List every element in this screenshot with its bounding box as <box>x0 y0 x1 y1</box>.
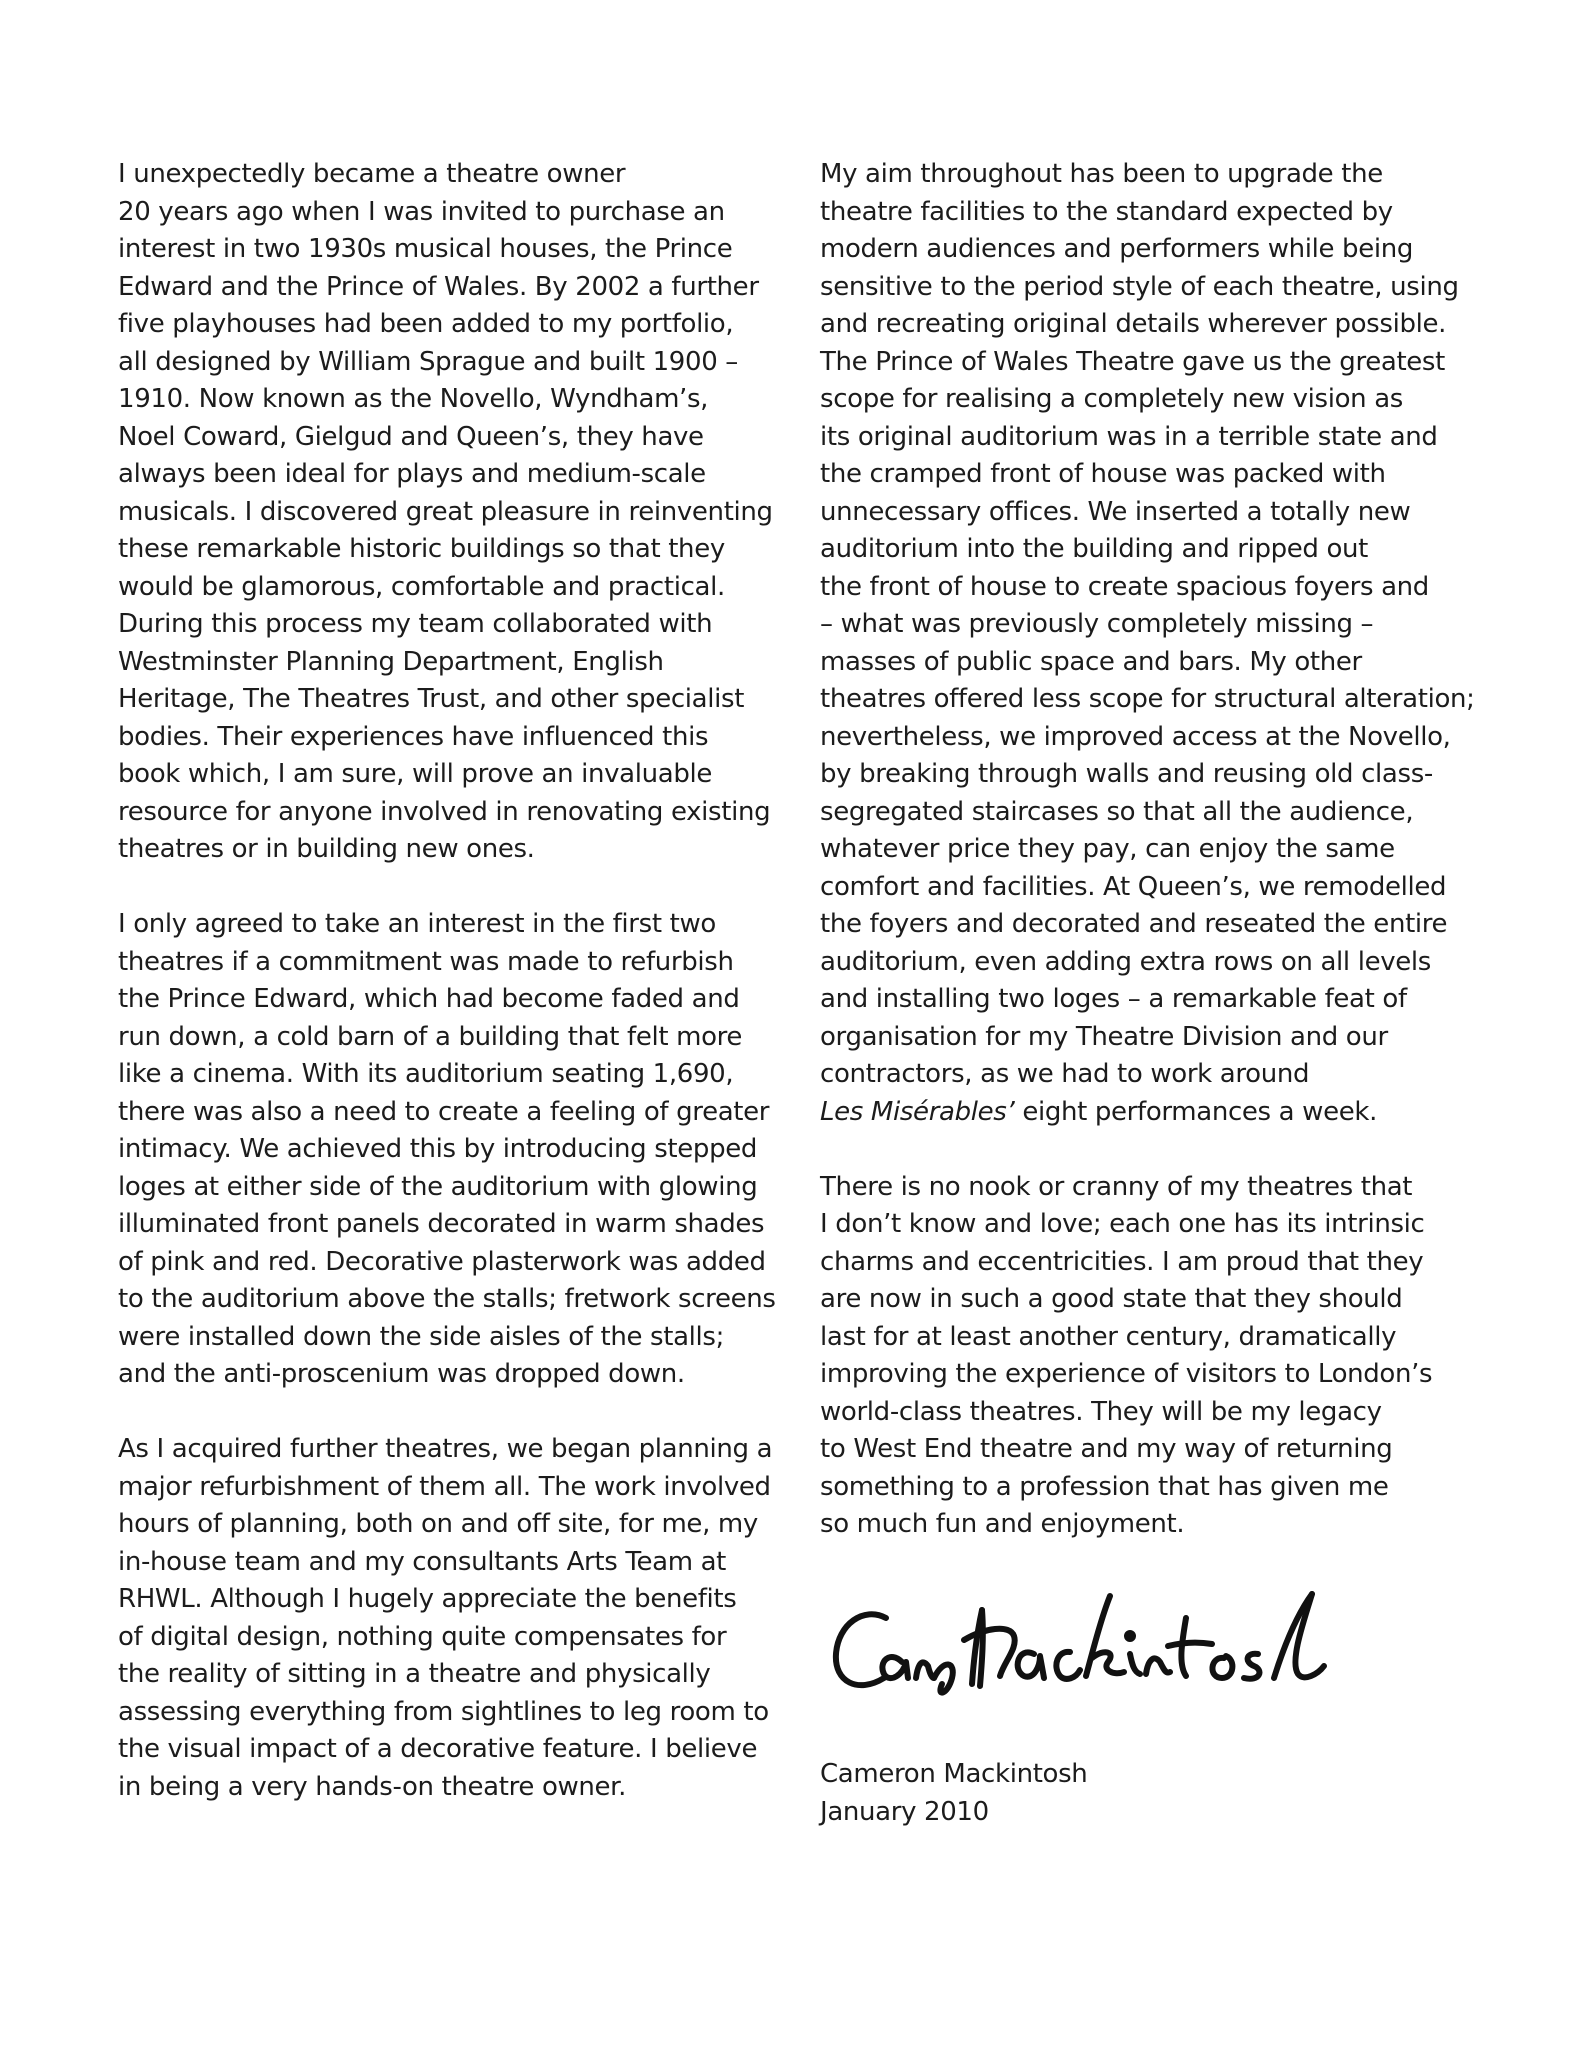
text-line: to West End theatre and my way of returning <box>820 1434 1393 1464</box>
paragraph <box>118 906 778 1394</box>
signature-drawing <box>824 1566 1384 1716</box>
author-name: Cameron Mackintosh <box>820 1759 1088 1789</box>
text-line: auditorium into the building and ripped out <box>820 534 1369 564</box>
text-line: modern audiences and performers while being <box>820 234 1414 264</box>
text-line: world-class theatres. They will be my legacy <box>820 1396 1382 1427</box>
text-line: The Prince of Wales Theatre gave us the greatest <box>820 346 1445 377</box>
text-line: auditorium, even adding extra rows on all levels <box>820 946 1431 977</box>
text-line: Heritage, The Theatres Trust, and other specialist <box>118 684 745 714</box>
text-line: book which, I am sure, will prove an invaluable <box>118 759 713 789</box>
text-line: would be glamorous, comfortable and practical. <box>118 571 725 602</box>
text-line: unnecessary offices. We inserted a totally new <box>820 496 1411 527</box>
text-line: of digital design, nothing quite compensates for <box>118 1621 727 1652</box>
left-column <box>118 156 778 1806</box>
text-line: to the auditorium above the stalls; fretwork screens <box>118 1284 776 1314</box>
text-line: always been ideal for plays and medium-scale <box>118 459 706 489</box>
text-line: intimacy. We achieved this by introducing stepped <box>118 1134 758 1164</box>
text-line: contractors, as we had to work around <box>820 1059 1310 1089</box>
text-line: assessing everything from sightlines to leg room to <box>118 1696 769 1727</box>
text-line: so much fun and enjoyment. <box>820 1509 1185 1539</box>
text-line: bodies. Their experiences have influenced this <box>118 721 709 752</box>
text-line: theatres offered less scope for structural alteration; <box>820 684 1475 714</box>
text-line: resource for anyone involved in renovating existing <box>118 796 771 827</box>
text-line: the Prince Edward, which had become faded and <box>118 984 740 1014</box>
text-line: of pink and red. Decorative plasterwork was added <box>118 1246 766 1277</box>
paragraph <box>820 1169 1460 1544</box>
text-line: were installed down the side aisles of the stalls; <box>118 1321 725 1352</box>
text-line: theatres if a commitment was made to refurbish <box>118 946 734 977</box>
text-line: and the anti-proscenium was dropped down. <box>118 1359 685 1389</box>
text-line: illuminated front panels decorated in warm shades <box>118 1209 765 1239</box>
text-line: something to a profession that has given me <box>820 1471 1389 1502</box>
text-line: Edward and the Prince of Wales. By 2002 a further <box>118 271 759 302</box>
text-line <box>820 1094 1460 1132</box>
text-line: 1910. Now known as the Novello, Wyndham’s, <box>118 384 709 414</box>
text-line: theatres or in building new ones. <box>118 834 535 864</box>
paragraph-gap <box>820 1131 1460 1169</box>
text-line: these remarkable historic buildings so that they <box>118 534 725 564</box>
text-line: in-house team and my consultants Arts Team at <box>118 1546 727 1577</box>
text-line: organisation for my Theatre Division and our <box>820 1021 1388 1052</box>
text-line: are now in such a good state that they should <box>820 1284 1403 1314</box>
text-line: its original auditorium was in a terrible state and <box>820 421 1438 452</box>
paragraph-gap <box>118 869 778 907</box>
signature-block <box>820 1756 1220 1831</box>
text-line: segregated staircases so that all the audience, <box>820 796 1414 827</box>
text-line: – what was previously completely missing – <box>820 609 1374 639</box>
paragraph <box>118 1431 778 1806</box>
text-line: last for at least another century, dramatically <box>820 1321 1397 1352</box>
text-line: sensitive to the period style of each theatre, using <box>820 271 1459 302</box>
text-line: there was also a need to create a feeling of greater <box>118 1096 770 1127</box>
handwritten-signature <box>824 1566 1384 1716</box>
show-title: Les Misérables’ <box>820 1096 1015 1127</box>
text-line: whatever price they pay, can enjoy the same <box>820 834 1395 864</box>
text-line: interest in two 1930s musical houses, the Prince <box>118 234 733 264</box>
text-line: scope for realising a completely new vision as <box>820 384 1403 414</box>
text-line: five playhouses had been added to my portfolio, <box>118 309 734 339</box>
text-line: by breaking through walls and reusing old class- <box>820 759 1433 789</box>
text-line: comfort and facilities. At Queen’s, we remodelled <box>820 871 1447 902</box>
text-line: Westminster Planning Department, English <box>118 646 664 677</box>
text-line: theatre facilities to the standard expected by <box>820 196 1393 227</box>
text-line: charms and eccentricities. I am proud that they <box>820 1246 1424 1277</box>
text-line: 20 years ago when I was invited to purchase an <box>118 196 725 227</box>
paragraph-gap <box>118 1394 778 1432</box>
text-line: I only agreed to take an interest in the first two <box>118 909 716 939</box>
text-line: improving the experience of visitors to London’s <box>820 1359 1433 1389</box>
text-line: the cramped front of house was packed with <box>820 459 1386 489</box>
text-line: Noel Coward, Gielgud and Queen’s, they have <box>118 421 704 452</box>
text-line: There is no nook or cranny of my theatres that <box>820 1171 1413 1202</box>
right-column <box>820 156 1475 1544</box>
text-line: run down, a cold barn of a building that felt more <box>118 1021 743 1052</box>
text-line: nevertheless, we improved access at the Novello, <box>820 721 1451 752</box>
text-line: musicals. I discovered great pleasure in reinventing <box>118 496 773 527</box>
text-line-rest: eight performances a week. <box>1014 1096 1377 1127</box>
paragraph <box>820 156 1475 1131</box>
text-line: the foyers and decorated and reseated the entire <box>820 909 1448 939</box>
text-line: and installing two loges – a remarkable feat of <box>820 984 1407 1014</box>
signature-date: January 2010 <box>820 1796 989 1827</box>
text-line: As I acquired further theatres, we began planning a <box>118 1434 773 1464</box>
text-line: During this process my team collaborated with <box>118 609 713 639</box>
text-line: the reality of sitting in a theatre and physically <box>118 1659 711 1689</box>
text-line: like a cinema. With its auditorium seating 1,690, <box>118 1059 734 1089</box>
text-line: the front of house to create spacious foyers and <box>820 571 1429 602</box>
text-line: I unexpectedly became a theatre owner <box>118 159 626 189</box>
text-line: loges at either side of the auditorium with glowing <box>118 1171 758 1202</box>
text-line: masses of public space and bars. My other <box>820 646 1362 677</box>
text-line: hours of planning, both on and off site, for me, my <box>118 1509 758 1539</box>
paragraph <box>118 156 778 869</box>
text-line: in being a very hands-on theatre owner. <box>118 1771 627 1802</box>
text-line: and recreating original details wherever possible. <box>820 309 1447 339</box>
text-line: major refurbishment of them all. The work involved <box>118 1471 771 1502</box>
text-line: RHWL. Although I hugely appreciate the benefits <box>118 1584 737 1614</box>
text-line: My aim throughout has been to upgrade the <box>820 159 1383 189</box>
text-line: the visual impact of a decorative feature. I believe <box>118 1734 758 1764</box>
text-line: I don’t know and love; each one has its intrinsic <box>820 1209 1425 1239</box>
text-line: all designed by William Sprague and built 1900 – <box>118 346 738 377</box>
